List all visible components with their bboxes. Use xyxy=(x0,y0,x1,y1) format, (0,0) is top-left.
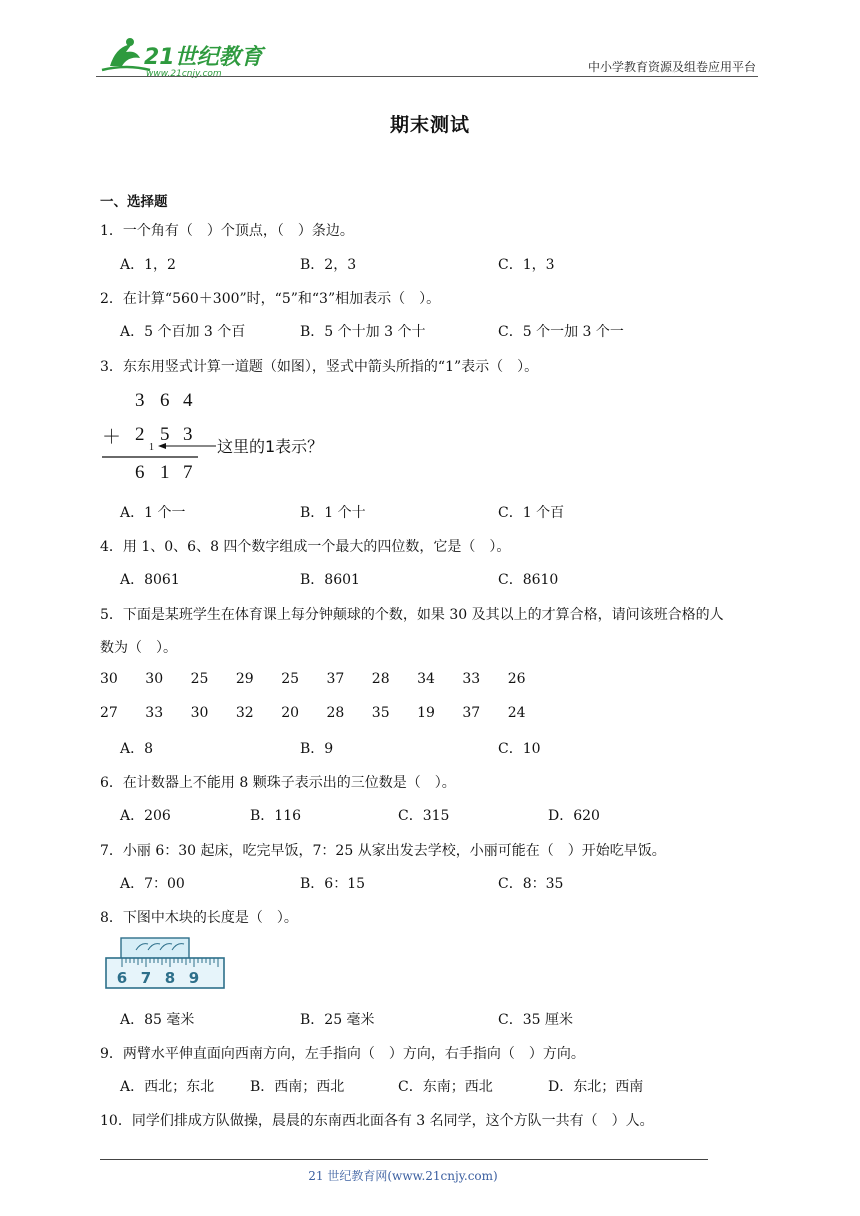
carry-digit: 1 xyxy=(149,442,154,453)
wood-block xyxy=(121,938,189,960)
question-7: 7．小丽 6：30 起床，吃完早饭，7：25 从家出发去学校，小丽可能在（ ）开始吃早饭。 xyxy=(100,843,666,859)
calc-digit: 4 xyxy=(183,390,193,411)
data-value: 33 xyxy=(462,671,481,687)
q5-option-c[interactable]: C．10 xyxy=(498,741,541,757)
q9-option-b[interactable]: B．西南；西北 xyxy=(250,1079,345,1095)
calc-digit: 1 xyxy=(160,462,170,483)
calc-plus: ＋ xyxy=(102,427,122,448)
vertical-calculation-figure xyxy=(100,386,340,486)
question-2: 2．在计算“560＋300”时，“5”和“3”相加表示（ ）。 xyxy=(100,291,441,307)
q9-option-a[interactable]: A．西北；东北 xyxy=(120,1079,215,1095)
ruler-svg xyxy=(104,936,228,992)
footer-divider xyxy=(100,1159,708,1160)
q9-option-c[interactable]: C．东南；西北 xyxy=(398,1079,493,1095)
calc-digit: 6 xyxy=(135,462,145,483)
data-value: 30 xyxy=(145,671,164,687)
q2-option-c[interactable]: C．5 个一加 3 个一 xyxy=(498,324,624,340)
q8-option-a[interactable]: A．85 毫米 xyxy=(120,1012,195,1028)
q7-option-a[interactable]: A．7：00 xyxy=(120,876,185,892)
q8-option-b[interactable]: B．25 毫米 xyxy=(300,1012,375,1028)
logo-url: www.21cnjy.com xyxy=(146,69,222,79)
data-value: 27 xyxy=(100,705,118,721)
header-divider xyxy=(96,76,758,77)
q4-option-a[interactable]: A．8061 xyxy=(120,572,180,588)
footer-text: 21 世纪教育网(www.21cnjy.com) xyxy=(308,1169,498,1183)
arrow-note: 这里的1表示？ xyxy=(217,437,324,456)
q2-option-a[interactable]: A．5 个百加 3 个百 xyxy=(120,324,246,340)
q6-option-d[interactable]: D．620 xyxy=(548,808,600,824)
page-title: 期末测试 xyxy=(389,114,470,136)
question-9: 9．两臂水平伸直面向西南方向，左手指向（ ）方向，右手指向（ ）方向。 xyxy=(100,1046,585,1062)
question-6: 6．在计数器上不能用 8 颗珠子表示出的三位数是（ ）。 xyxy=(100,775,456,791)
data-value: 25 xyxy=(190,671,209,687)
ruler-label: 8 xyxy=(164,969,176,987)
calc-digit: 2 xyxy=(135,424,145,445)
data-value: 32 xyxy=(235,705,254,721)
ruler-label: 7 xyxy=(140,969,152,987)
data-value: 20 xyxy=(281,705,300,721)
calc-digit: 6 xyxy=(160,390,170,411)
data-value: 37 xyxy=(462,705,481,721)
q7-option-b[interactable]: B．6：15 xyxy=(300,876,366,892)
q8-option-c[interactable]: C．35 厘米 xyxy=(498,1012,573,1028)
q6-option-a[interactable]: A．206 xyxy=(120,808,171,824)
q3-option-c[interactable]: C．1 个百 xyxy=(498,505,565,521)
q7-option-c[interactable]: C．8：35 xyxy=(498,876,564,892)
question-1: 1．一个角有（ ）个顶点，（ ）条边。 xyxy=(100,223,354,239)
calc-digit: 5 xyxy=(160,424,170,445)
data-value: 30 xyxy=(100,671,118,687)
q4-option-c[interactable]: C．8610 xyxy=(498,572,559,588)
question-8: 8．下图中木块的长度是（ ）。 xyxy=(100,910,298,926)
question-5: 5．下面是某班学生在体育课上每分钟颠球的个数，如果 30 及其以上的才算合格，请问该班合格的人 xyxy=(100,607,724,623)
section-heading: 一、选择题 xyxy=(100,194,168,210)
site-logo xyxy=(96,36,266,80)
q6-option-c[interactable]: C．315 xyxy=(398,808,450,824)
platform-name: 中小学教育资源及组卷应用平台 xyxy=(587,60,756,74)
data-value: 29 xyxy=(235,671,254,687)
q2-option-b[interactable]: B．5 个十加 3 个十 xyxy=(300,324,426,340)
data-value: 37 xyxy=(326,671,345,687)
q1-option-c[interactable]: C．1，3 xyxy=(498,257,555,273)
q3-option-b[interactable]: B．1 个十 xyxy=(300,505,366,521)
data-value: 34 xyxy=(417,671,435,687)
data-value: 30 xyxy=(190,705,209,721)
ruler-figure xyxy=(104,936,228,992)
q6-option-b[interactable]: B．116 xyxy=(250,808,302,824)
question-3: 3．东东用竖式计算一道题（如图），竖式中箭头所指的“1”表示（ ）。 xyxy=(100,359,539,375)
data-value: 28 xyxy=(371,671,390,687)
data-value: 26 xyxy=(507,671,526,687)
q5-option-b[interactable]: B．9 xyxy=(300,741,334,757)
calc-digit: 7 xyxy=(183,462,193,483)
data-value: 25 xyxy=(281,671,300,687)
data-value: 19 xyxy=(417,705,435,721)
calc-digit: 3 xyxy=(183,424,193,445)
question-5-line2: 数为（ ）。 xyxy=(100,640,177,656)
q3-option-a[interactable]: A．1 个一 xyxy=(120,505,186,521)
data-value: 28 xyxy=(326,705,345,721)
q1-option-a[interactable]: A．1，2 xyxy=(120,257,176,273)
data-value: 33 xyxy=(145,705,164,721)
logo-text: 21世纪教育 xyxy=(144,45,263,70)
data-value: 35 xyxy=(371,705,390,721)
question-10: 10．同学们排成方队做操，晨晨的东南西北面各有 3 名同学，这个方队一共有（ ）人。 xyxy=(100,1113,654,1129)
calc-digit: 3 xyxy=(135,390,145,411)
logo-graphic xyxy=(96,36,266,80)
ruler-label: 6 xyxy=(116,969,128,987)
q5-option-a[interactable]: A．8 xyxy=(120,741,154,757)
q1-option-b[interactable]: B．2，3 xyxy=(300,257,357,273)
q9-option-d[interactable]: D．东北；西南 xyxy=(548,1079,644,1095)
vertical-calculation-svg xyxy=(100,386,340,486)
ruler-label: 9 xyxy=(188,969,200,987)
data-value: 24 xyxy=(507,705,526,721)
q4-option-b[interactable]: B．8601 xyxy=(300,572,360,588)
question-4: 4．用 1、0、6、8 四个数字组成一个最大的四位数，它是（ ）。 xyxy=(100,539,511,555)
